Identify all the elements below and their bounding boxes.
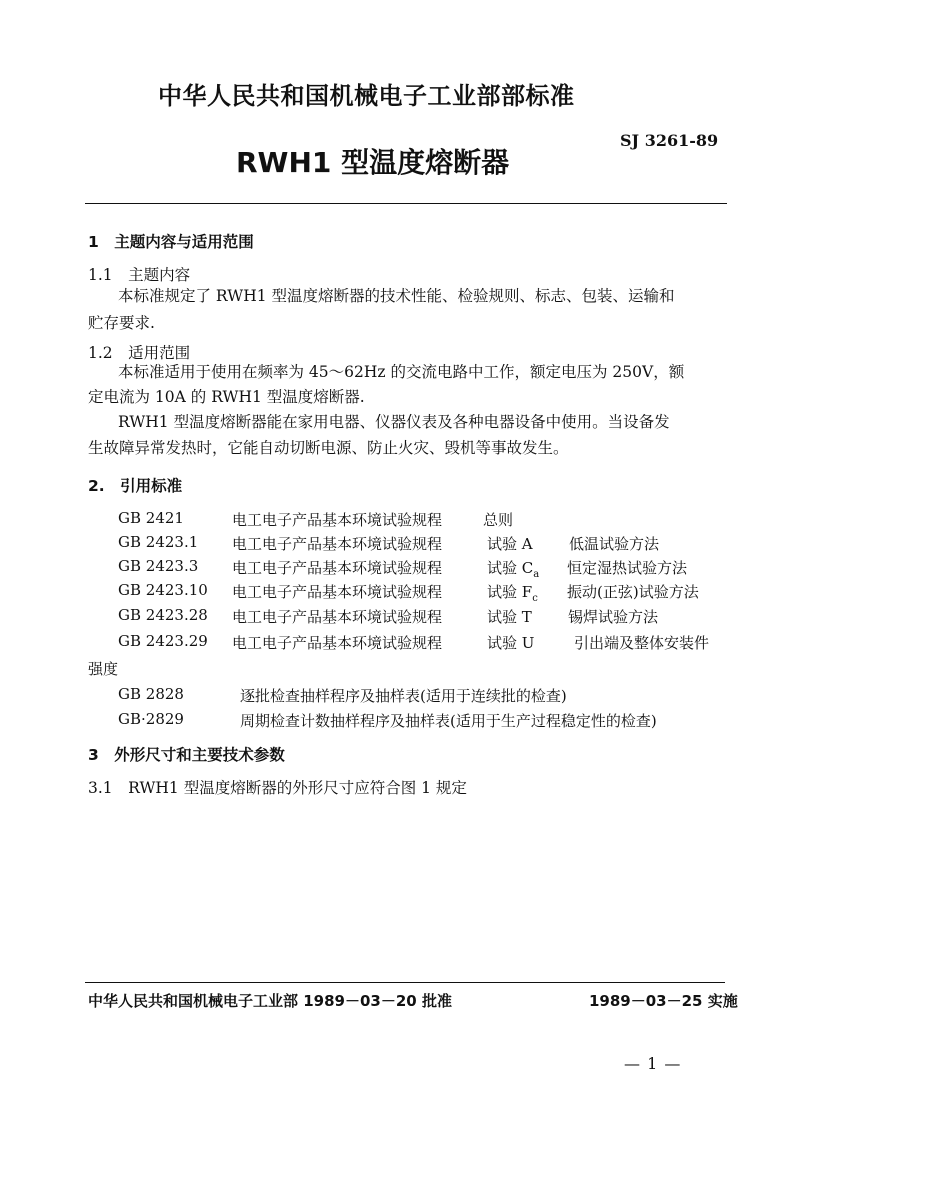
footer-divider xyxy=(85,982,725,983)
reference-title: 电工电子产品基本环境试验规程 xyxy=(232,634,443,652)
reference-row xyxy=(0,509,950,531)
header-divider xyxy=(85,203,727,204)
reference-method: 锡焊试验方法 xyxy=(568,608,659,626)
section-1-1-text-line1: 本标准规定了 RWH1 型温度熔断器的技术性能、检验规则、标志、包装、运输和 xyxy=(118,287,675,305)
page-number: — 1 — xyxy=(624,1054,682,1073)
reference-wrap-text: 强度 xyxy=(88,660,119,678)
reference-code: GB 2423.29 xyxy=(118,632,208,650)
reference-test: 试验 A xyxy=(487,535,533,553)
reference-test-subscript: a xyxy=(533,569,540,580)
reference-title: 电工电子产品基本环境试验规程 xyxy=(232,559,443,577)
reference-method: 引出端及整体安装件 xyxy=(574,634,710,652)
reference-method: 振动(正弦)试验方法 xyxy=(567,583,699,601)
section-1-2-p1-line1: 本标准适用于使用在频率为 45～62Hz 的交流电路中工作，额定电压为 250V，额 xyxy=(118,363,685,381)
ministry-standard-heading: 中华人民共和国机械电子工业部部标准 xyxy=(158,82,575,110)
reference-method: 低温试验方法 xyxy=(569,535,660,553)
reference-row xyxy=(0,632,950,654)
section-1-2-p1-line2: 定电流为 10A 的 RWH1 型温度熔断器. xyxy=(88,388,365,406)
section-1-1-text-line2: 贮存要求. xyxy=(88,314,155,332)
section-1-1-heading: 1.1 主题内容 xyxy=(88,266,191,284)
section-1-2-heading: 1.2 适用范围 xyxy=(88,344,191,362)
reference-title: 电工电子产品基本环境试验规程 xyxy=(232,608,443,626)
section-3-heading: 3 外形尺寸和主要技术参数 xyxy=(88,746,285,764)
section-3-1-text: 3.1 RWH1 型温度熔断器的外形尺寸应符合图 1 规定 xyxy=(88,779,467,797)
section-1-2-p2-line2: 生故障异常发热时，它能自动切断电源、防止火灾、毁机等事故发生。 xyxy=(88,439,569,457)
reference-title: 电工电子产品基本环境试验规程 xyxy=(232,511,443,529)
reference-code: GB·2829 xyxy=(118,710,184,728)
reference-title: 逐批检查抽样程序及抽样表(适用于连续批的检查) xyxy=(240,687,567,705)
reference-row xyxy=(0,606,950,628)
reference-code: GB 2423.10 xyxy=(118,581,208,599)
reference-row xyxy=(0,581,950,603)
section-1-2-p2-line1: RWH1 型温度熔断器能在家用电器、仪器仪表及各种电器设备中使用。当设备发 xyxy=(118,413,670,431)
reference-row xyxy=(0,710,950,732)
reference-test: 试验 U xyxy=(487,634,535,652)
section-2-heading: 2. 引用标准 xyxy=(88,477,183,495)
reference-test: 试验 C xyxy=(487,559,534,577)
reference-method: 恒定湿热试验方法 xyxy=(567,559,688,577)
reference-test: 试验 F xyxy=(487,583,533,601)
reference-row xyxy=(0,557,950,579)
reference-row xyxy=(0,533,950,555)
standard-code: SJ 3261-89 xyxy=(620,131,719,150)
reference-row xyxy=(0,685,950,707)
reference-code: GB 2421 xyxy=(118,509,184,527)
reference-title: 电工电子产品基本环境试验规程 xyxy=(232,535,443,553)
reference-test: 总则 xyxy=(483,511,514,529)
reference-code: GB 2423.28 xyxy=(118,606,208,624)
reference-code: GB 2423.3 xyxy=(118,557,199,575)
document-title: RWH1 型温度熔断器 xyxy=(236,146,510,179)
approval-line: 中华人民共和国机械电子工业部 1989－03－20 批准 xyxy=(88,992,452,1010)
reference-test-subscript: c xyxy=(532,593,538,604)
effective-date: 1989－03－25 实施 xyxy=(589,992,738,1010)
reference-code: GB 2423.1 xyxy=(118,533,199,551)
reference-code: GB 2828 xyxy=(118,685,184,703)
section-1-heading: 1 主题内容与适用范围 xyxy=(88,233,254,251)
reference-title: 周期检查计数抽样程序及抽样表(适用于生产过程稳定性的检查) xyxy=(240,712,657,730)
reference-test: 试验 T xyxy=(487,608,532,626)
reference-title: 电工电子产品基本环境试验规程 xyxy=(232,583,443,601)
